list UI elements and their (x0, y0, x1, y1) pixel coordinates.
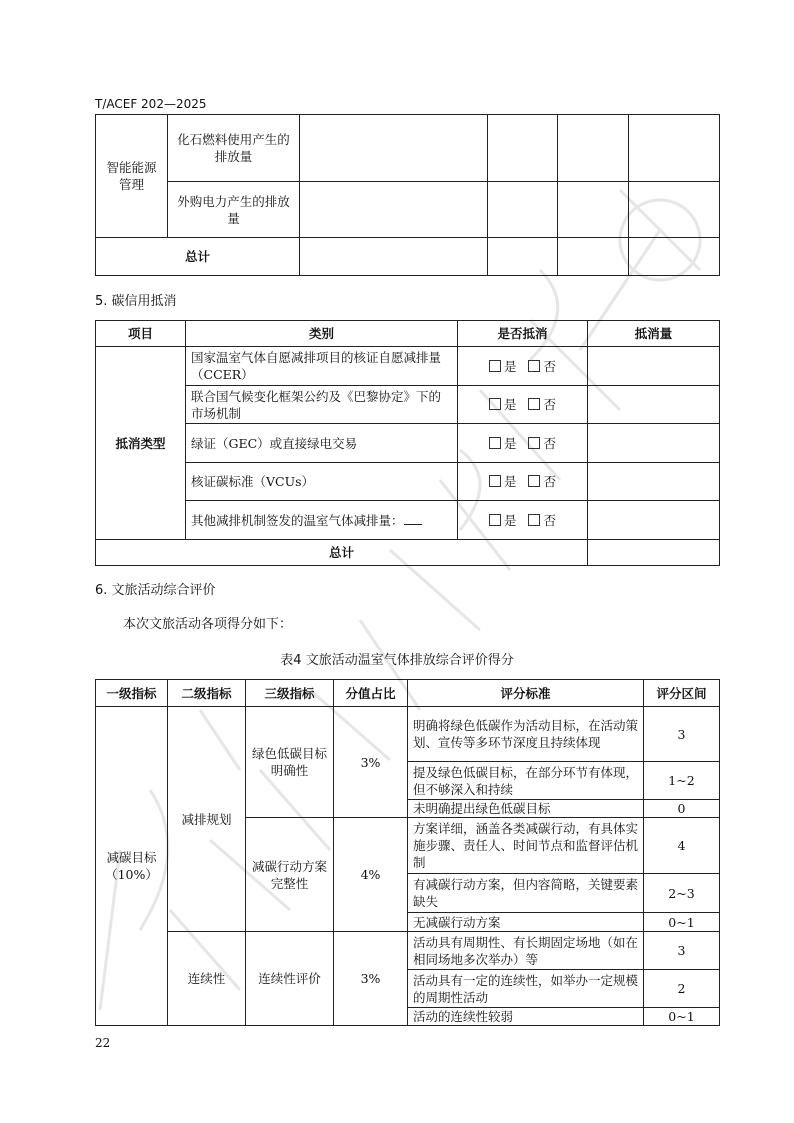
offset-amount-cell[interactable] (588, 501, 720, 540)
offset-amount-cell[interactable] (588, 347, 720, 386)
energy-group-label: 智能能源管理 (96, 115, 168, 238)
table4-caption: 表4 文旅活动温室气体排放综合评价得分 (280, 653, 514, 668)
score-range: 1~2 (644, 762, 720, 800)
offset-choice[interactable]: 是 否 (458, 347, 588, 386)
weight-value: 3% (334, 707, 408, 818)
offset-choice[interactable]: 是 否 (458, 501, 588, 540)
criteria-text: 活动具有周期性、有长期固定场地（如在相同场地多次举办）等 (408, 932, 644, 970)
energy-total-label: 总计 (96, 238, 300, 276)
checkbox-icon[interactable] (528, 398, 540, 410)
carbon-offset-table (95, 320, 720, 566)
checkbox-icon[interactable] (528, 514, 540, 526)
checkbox-icon[interactable] (528, 437, 540, 449)
level3-label: 减碳行动方案完整性 (246, 818, 334, 932)
offset-header-amount: 抵消量 (588, 321, 720, 347)
checkbox-icon[interactable] (489, 360, 501, 372)
eval-header-criteria: 评分标准 (408, 680, 644, 707)
score-range: 2 (644, 970, 720, 1008)
page-number: 22 (95, 1036, 111, 1050)
criteria-text: 方案详细，涵盖各类减碳行动，有具体实施步骤、责任人、时间节点和监督评估机制 (408, 818, 644, 874)
offset-amount-cell[interactable] (588, 463, 720, 501)
score-range: 3 (644, 932, 720, 970)
fossil-fuel-label: 化石燃料使用产生的排放量 (168, 115, 300, 182)
criteria-text: 提及绿色低碳目标，在部分环节有体现，但不够深入和持续 (408, 762, 644, 800)
energy-management-table (95, 114, 720, 276)
offset-category-other: 其他减排机制签发的温室气体减排量： (186, 501, 458, 540)
score-range: 2~3 (644, 874, 720, 913)
weight-value: 3% (334, 932, 408, 1026)
eval-header-level3: 三级指标 (246, 680, 334, 707)
offset-choice[interactable]: 是 否 (458, 463, 588, 501)
document-code: T/ACEF 202—2025 (95, 97, 207, 111)
score-range: 0 (644, 800, 720, 818)
level3-label: 连续性评价 (246, 932, 334, 1026)
score-range: 4 (644, 818, 720, 874)
offset-choice[interactable]: 是 否 (458, 386, 588, 424)
fill-in-blank[interactable] (404, 524, 422, 525)
offset-category: 核证碳标准（VCUs） (186, 463, 458, 501)
checkbox-icon[interactable] (528, 360, 540, 372)
checkbox-icon[interactable] (489, 475, 501, 487)
eval-header-weight: 分值占比 (334, 680, 408, 707)
eval-header-level1: 一级指标 (96, 680, 168, 707)
section5-title: 5. 碳信用抵消 (95, 294, 177, 309)
checkbox-icon[interactable] (489, 398, 501, 410)
criteria-text: 未明确提出绿色低碳目标 (408, 800, 644, 818)
offset-category: 国家温室气体自愿减排项目的核证自愿减排量（CCER） (186, 347, 458, 386)
eval-header-range: 评分区间 (644, 680, 720, 707)
score-range: 0~1 (644, 913, 720, 932)
offset-amount-cell[interactable] (588, 424, 720, 463)
offset-header-category: 类别 (186, 321, 458, 347)
section6-paragraph: 本次文旅活动各项得分如下： (123, 617, 293, 632)
level1-label: 减碳目标（10%） (96, 707, 168, 1026)
criteria-text: 活动具有一定的连续性，如举办一定规模的周期性活动 (408, 970, 644, 1008)
criteria-text: 有减碳行动方案，但内容简略，关键要素缺失 (408, 874, 644, 913)
offset-header-item: 项目 (96, 321, 186, 347)
offset-total-cell[interactable] (588, 540, 720, 566)
offset-type-label: 抵消类型 (96, 347, 186, 540)
checkbox-icon[interactable] (489, 437, 501, 449)
score-range: 3 (644, 707, 720, 762)
level2-label: 连续性 (168, 932, 246, 1026)
eval-header-level2: 二级指标 (168, 680, 246, 707)
section6-title: 6. 文旅活动综合评价 (95, 583, 216, 598)
checkbox-icon[interactable] (489, 514, 501, 526)
offset-header-offset: 是否抵消 (458, 321, 588, 347)
score-range: 0~1 (644, 1008, 720, 1026)
evaluation-table (95, 679, 720, 1026)
offset-category: 绿证（GEC）或直接绿电交易 (186, 424, 458, 463)
offset-category: 联合国气候变化框架公约及《巴黎协定》下的市场机制 (186, 386, 458, 424)
level3-label: 绿色低碳目标明确性 (246, 707, 334, 818)
offset-amount-cell[interactable] (588, 386, 720, 424)
criteria-text: 无减碳行动方案 (408, 913, 644, 932)
purchased-power-label: 外购电力产生的排放量 (168, 182, 300, 238)
checkbox-icon[interactable] (528, 475, 540, 487)
criteria-text: 明确将绿色低碳作为活动目标，在活动策划、宣传等多环节深度且持续体现 (408, 707, 644, 762)
offset-total-label: 总计 (96, 540, 588, 566)
weight-value: 4% (334, 818, 408, 932)
criteria-text: 活动的连续性较弱 (408, 1008, 644, 1026)
offset-choice[interactable]: 是 否 (458, 424, 588, 463)
level2-label: 减排规划 (168, 707, 246, 932)
